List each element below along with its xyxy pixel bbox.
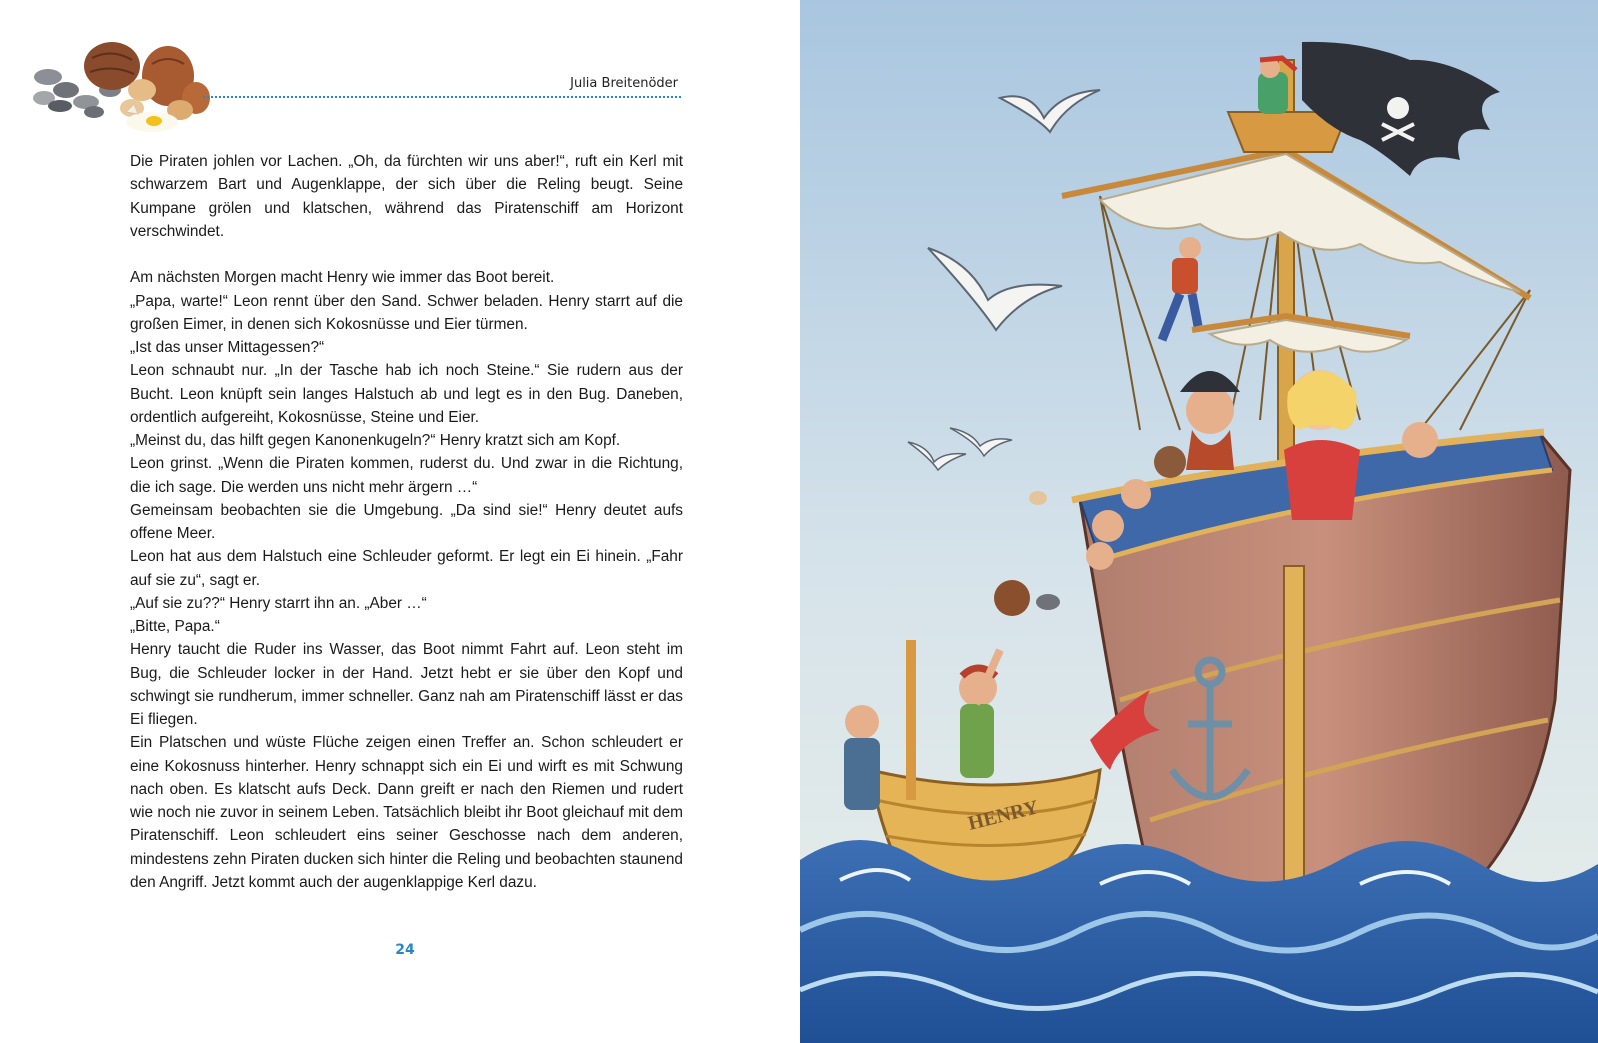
pirate-climber bbox=[1172, 258, 1198, 294]
pirate-woman bbox=[1284, 440, 1360, 520]
running-header-author: Julia Breitenöder bbox=[570, 76, 678, 91]
paragraph: „Auf sie zu??“ Henry starrt ihn an. „Aber …“ bbox=[130, 594, 427, 612]
paragraph: Leon grinst. „Wenn die Piraten kommen, ruderst du. Und zwar in die Richtung, die ich sage. Die werden uns nicht mehr ärgern …“ bbox=[130, 455, 683, 496]
paragraph: Am nächsten Morgen macht Henry wie immer das Boot bereit. bbox=[130, 269, 555, 287]
paragraph: Die Piraten johlen vor Lachen. „Oh, da fürchten wir uns aber!“, ruft ein Kerl mit schwarzem Bart und Augenklappe, der sich über die Reling beugt. Seine Kumpane grölen und klatschen, während das Piratenschiff am Horizont verschwindet. bbox=[130, 153, 683, 240]
boat-mast bbox=[906, 640, 916, 800]
sea bbox=[800, 840, 1598, 1043]
egg bbox=[1029, 491, 1047, 505]
story-text bbox=[130, 150, 683, 894]
pirate-lookout bbox=[1258, 72, 1288, 114]
egg-yolk bbox=[146, 116, 162, 126]
paragraph: Gemeinsam beobachten sie die Umgebung. „Da sind sie!“ Henry deutet aufs offene Meer. bbox=[130, 501, 683, 542]
header-dotted-rule bbox=[203, 96, 681, 98]
boat-name: HENRY bbox=[965, 796, 1041, 835]
stone bbox=[34, 69, 62, 85]
paragraph: „Papa, warte!“ Leon rennt über den Sand. Schwer beladen. Henry starrt auf die großen Eimer, in denen sich Kokosnüsse und Eier türmen. bbox=[130, 292, 683, 333]
skull-icon bbox=[1387, 97, 1409, 119]
paragraph: „Bitte, Papa.“ bbox=[130, 618, 220, 635]
coconut bbox=[994, 580, 1030, 616]
paragraph: Leon schnaubt nur. „In der Tasche hab ich noch Steine.“ Sie rudern aus der Bucht. Leon knüpft sein langes Halstuch ab und legt es in den Bug. Daneben, ordentlich aufgereiht, Kokosnüsse, Steine und Eier. bbox=[130, 362, 683, 426]
henry-rowing bbox=[844, 738, 880, 810]
paragraph: „Meinst du, das hilft gegen Kanonenkugeln?“ Henry kratzt sich am Kopf. bbox=[130, 432, 621, 449]
stone bbox=[48, 100, 72, 112]
paragraph: Henry taucht die Ruder ins Wasser, das Boot nimmt Fahrt auf. Leon steht im Bug, die Schleuder locker in der Hand. Jetzt hebt er sie über den Kopf und schwingt sie rundherum, immer schneller. Ganz nah am Piratenschiff lässt er das Ei fliegen. bbox=[130, 641, 683, 728]
stone bbox=[1036, 594, 1060, 610]
paragraph: „Ist das unser Mittagessen?“ bbox=[130, 339, 325, 356]
nuts-eggs-stones-vignette bbox=[20, 20, 230, 140]
paragraph: Leon hat aus dem Halstuch eine Schleuder geformt. Er legt ein Ei hinein. „Fahr auf sie zu“, sagt er. bbox=[130, 548, 683, 589]
egg bbox=[128, 79, 156, 101]
leon-slinging bbox=[960, 704, 994, 778]
stone bbox=[53, 82, 79, 98]
stone bbox=[84, 106, 104, 118]
paragraph: Ein Platschen und wüste Flüche zeigen einen Treffer an. Schon schleudert er eine Kokosnuss hinterher. Henry schnappt sich ein Ei und wirft es mit Schwung nach oben. Es klatscht aufs Deck. Dann greift er nach den Riemen und rudert wie noch nie zuvor in seinem Leben. Tatsächlich bleibt ihr Boot gleichauf mit dem Piratenschiff. Leon schleudert eins seiner Geschosse nach dem anderen, mindestens zehn Piraten ducken sich hinter die Reling und beobachten staunend den Angriff. Jetzt kommt auch der augenklappige Kerl dazu. bbox=[130, 734, 683, 891]
page-number: 24 bbox=[395, 942, 415, 958]
pirate-ship-illustration bbox=[800, 0, 1598, 1043]
